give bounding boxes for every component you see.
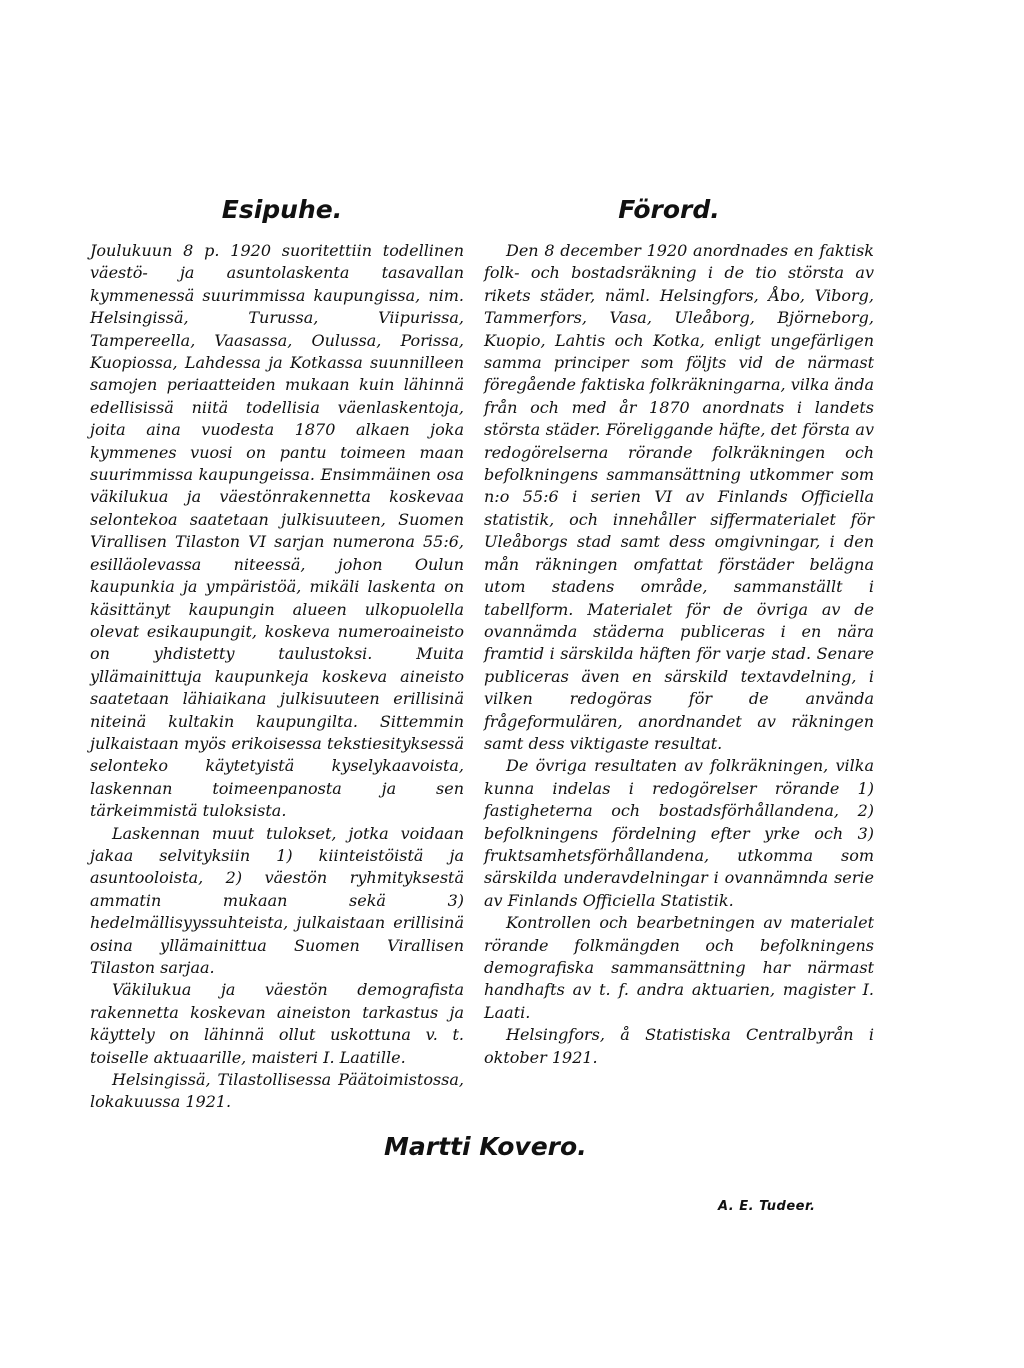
swedish-column [484, 190, 874, 1069]
finnish-heading: Esipuhe. [221, 195, 343, 224]
swedish-paragraph-1: Den 8 december 1920 anordnades en faktisk folk- och bostadsräkning i de tio största av rikets städer, näml. Helsingfors, Åbo, Viborg, Tammerfors, Vasa, Uleåborg, Björneborg, Kuopio, Lahtis och Kotka, enligt ungefärligen samma principer som följts vid de närmast föregående faktiska folkräkningarna, vilka ända från och med år 1870 anordnats i landets största städer. Föreliggande häfte, det första av redogörelserna rörande folkräkningen och befolkningens sammansättning utkommer som n:o 55:6 i serien VI av Finlands Officiella statistik, och innehåller siffermaterialet för Uleåborgs stad samt dess omgivningar, i den mån räkningen omfattat förstäder belägna utom stadens område, sammanställt i tabellform. Materialet för de övriga av de ovannämda städerna publiceras i en nära framtid i särskilda häften för varje stad. Senare publiceras även en särskild textavdelning, i vilken redogöras för de använda frågeformulären, anordnandet av räkningen samt dess viktigaste resultat. [484, 241, 874, 753]
signature-tudeer: A. E. Tudeer. [718, 1199, 816, 1214]
swedish-paragraph-2: De övriga resultaten av folkräkningen, vilka kunna indelas i redogörelser rörande 1) fastigheterna och bostadsförhållandena, 2) befolkningens fördelning efter yrke och 3) fruktsamhetsförhållandena, utkomma som särskilda underavdelningar i ovannämnda serie av Finlands Officiella Statistik. [484, 756, 874, 910]
swedish-place-date: Helsingfors, å Statistiska Centralbyrån i oktober 1921. [484, 1025, 874, 1067]
swedish-heading: Förord. [618, 195, 720, 224]
finnish-column [90, 190, 464, 1114]
swedish-paragraph-3: Kontrollen och bearbetningen av materialet rörande folkmängden och befolkningens demografiska sammansättning har närmast handhafts av t. f. andra aktuarien, magister I. Laati. [484, 913, 874, 1022]
finnish-paragraph-2: Laskennan muut tulokset, jotka voidaan jakaa selvityksiin 1) kiinteistöistä ja asuntooloista, 2) väestön ryhmityksestä ammatin mukaan sekä 3) hedelmällisyyssuhteista, julkaistaan erillisinä osina yllämainittua Suomen Virallisen Tilaston sarjaa. [90, 823, 464, 977]
finnish-paragraph-3: Väkilukua ja väestön demografista rakennetta koskevan aineiston tarkastus ja käyttely on lähinnä ollut uskottuna v. t. toiselle aktuaarille, maisteri I. Laatille. [90, 980, 464, 1067]
finnish-place-date: Helsingissä, Tilastollisessa Päätoimistossa, lokakuussa 1921. [90, 1070, 464, 1112]
finnish-paragraph-1: Joulukuun 8 p. 1920 suoritettiin todellinen väestö- ja asuntolaskenta tasavallan kymmenessä suurimmissa kaupungissa, nim. Helsingissä, Turussa, Viipurissa, Tampereella, Vaasassa, Oulussa, Porissa, Kuopiossa, Lahdessa ja Kotkassa suunnilleen samojen periaatteiden mukaan kuin lähinnä edellisissä niitä todellisia väenlaskentoja, joita aina vuodesta 1870 alkaen joka kymmenes vuosi on pantu toimeen maan suurimmissa kaupungeissa. Ensimmäinen osa väkilukua ja väestönrakennetta koskevaa selontekoa saatetaan julkisuuteen, Suomen Virallisen Tilaston VI sarjan numerona 55:6, esilläolevassa niteessä, johon Oulun kaupunkia ja ympäristöä, mikäli laskenta on käsittänyt kaupungin alueen ulkopuolella olevat esikaupungit, koskeva numeroaineisto on yhdistetty taulustoksi. Muita yllämainittuja kaupunkeja koskeva aineisto saatetaan lähiaikana julkisuuteen erillisinä niteinä kultakin kaupungilta. Sittemmin julkaistaan myös erikoisessa tekstiesityksessä selonteko käytetyistä kyselykaavoista, laskennan toimeenpanosta ja sen tärkeimmistä tuloksista. [90, 241, 464, 821]
signature-kovero: Martti Kovero. [384, 1132, 587, 1161]
